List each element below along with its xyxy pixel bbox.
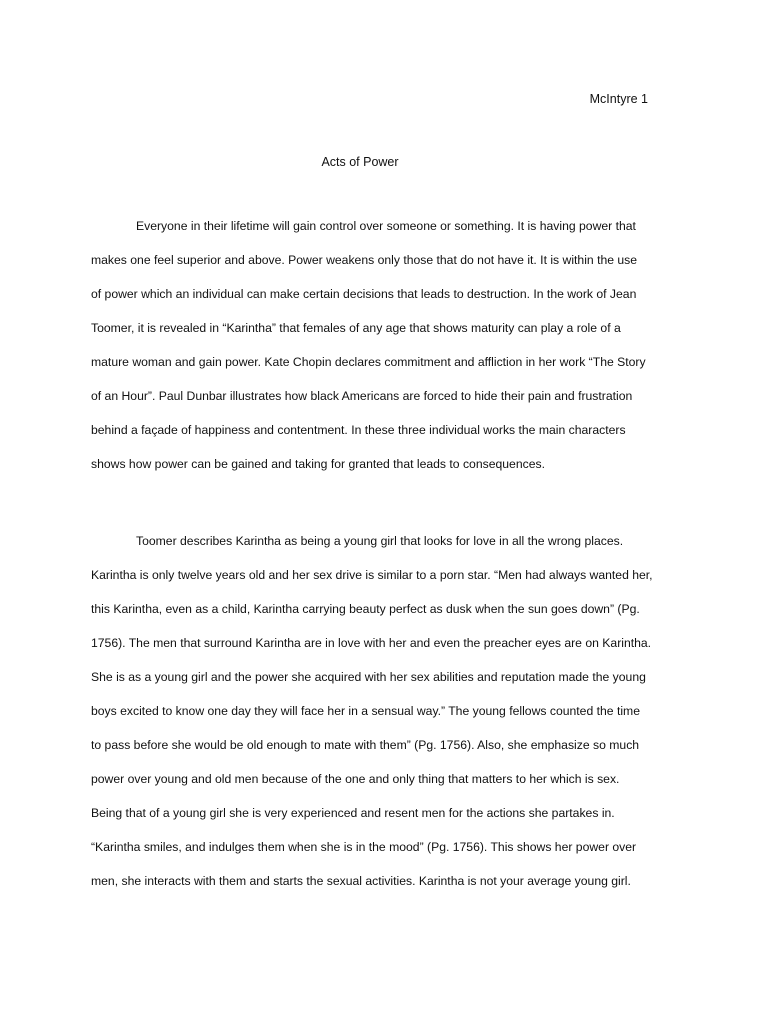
paragraph-line: power over young and old men because of the one and only thing that matters to her which is sex. (91, 772, 620, 786)
paragraph-line: men, she interacts with them and starts the sexual activities. Karintha is not your average young girl. (91, 874, 631, 888)
paragraph-line: Everyone in their lifetime will gain control over someone or something. It is having power that (136, 219, 636, 233)
paragraph-line: to pass before she would be old enough to mate with them” (Pg. 1756). Also, she emphasize so much (91, 738, 640, 752)
paragraph-line: behind a façade of happiness and contentment. In these three individual works the main characters (91, 423, 626, 437)
paragraph-1 (91, 217, 671, 489)
paragraph-2 (91, 532, 671, 906)
paragraph-line: Karintha is only twelve years old and her sex drive is similar to a porn star. “Men had always wanted her, (91, 568, 653, 582)
paragraph-line: shows how power can be gained and taking for granted that leads to consequences. (91, 457, 545, 471)
paragraph-line: Being that of a young girl she is very experienced and resent men for the actions she partakes in. (91, 806, 615, 820)
essay-title: Acts of Power (321, 155, 399, 169)
paragraph-line: “Karintha smiles, and indulges them when she is in the mood” (Pg. 1756). This shows her power over (91, 840, 637, 854)
running-head: McIntyre 1 (589, 92, 648, 106)
paragraph-line: of an Hour”. Paul Dunbar illustrates how black Americans are forced to hide their pain and frustration (91, 389, 633, 403)
paragraph-line: makes one feel superior and above. Power weakens only those that do not have it. It is within the use (91, 253, 638, 267)
paragraph-line: 1756). The men that surround Karintha are in love with her and even the preacher eyes are on Karintha. (91, 636, 652, 650)
paragraph-line: of power which an individual can make certain decisions that leads to destruction. In the work of Jean (91, 287, 637, 301)
paragraph-line: Toomer, it is revealed in “Karintha” that females of any age that shows maturity can play a role of a (91, 321, 621, 335)
paragraph-line: this Karintha, even as a child, Karintha carrying beauty perfect as dusk when the sun goes down” (Pg. (91, 602, 640, 616)
paragraph-line: boys excited to know one day they will face her in a sensual way.” The young fellows counted the time (91, 704, 640, 718)
paragraph-line: Toomer describes Karintha as being a young girl that looks for love in all the wrong places. (136, 534, 624, 548)
paragraph-line: mature woman and gain power. Kate Chopin declares commitment and affliction in her work “The Story (91, 355, 646, 369)
paragraph-line: She is as a young girl and the power she acquired with her sex abilities and reputation made the young (91, 670, 646, 684)
